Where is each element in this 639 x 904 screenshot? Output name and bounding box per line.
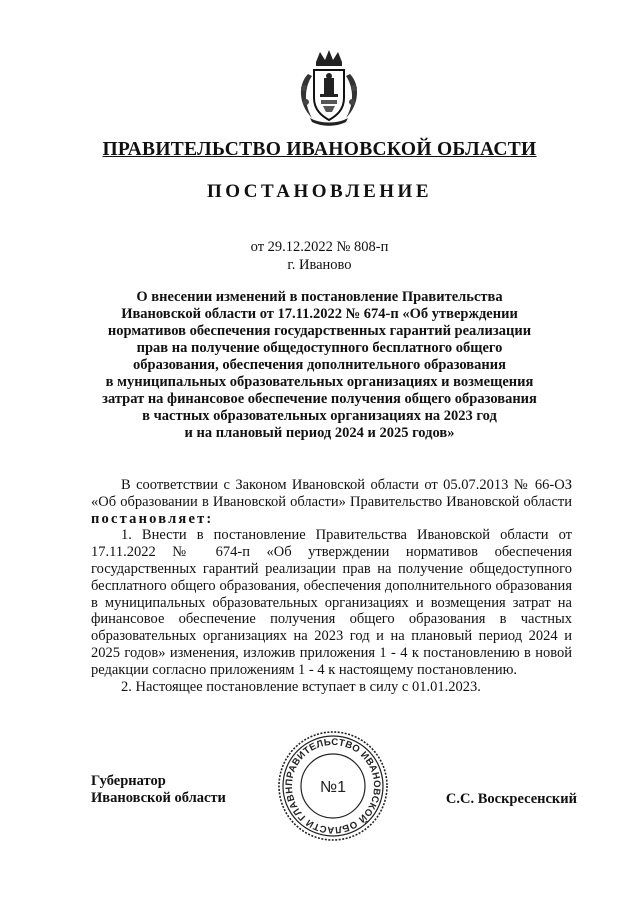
subject-line: нормативов обеспечения государственных гарантий реализации [107, 323, 532, 339]
official-stamp [277, 727, 389, 845]
resolves-word: постановляет: [91, 510, 214, 527]
subject-line: О внесении изменений в постановление Правительства [136, 289, 503, 305]
subject-line: Ивановской области от 17.11.2022 № 674-п «Об утверждении [121, 306, 518, 322]
stamp-ring-text: ПРАВИТЕЛЬСТВО ИВАНОВСКОЙ ОБЛАСТИ ГЛАВН [283, 736, 383, 836]
signer-title [91, 773, 226, 807]
subject-line: затрат на финансовое обеспечение получения общего образования [102, 391, 537, 407]
subject-line: в частных образовательных организациях на 2023 год [142, 408, 497, 424]
document-type-heading: ПОСТАНОВЛЕНИЕ [206, 181, 433, 202]
stamp-number: №1 [319, 779, 347, 796]
item-1-paragraph: 1. Внести в постановление Правительства Ивановской области от 17.11.2022 № 674-п «Об утверждении нормативов обеспечения государственных гарантий реализации прав на получение общедоступного бесплатного общего образования, обеспечения дополнительного образования в муниципальных образовательных организациях и возмещения затрат на финансовое обеспечение получения общего образования в частных образовательных организациях на 2023 год и на плановый период 2024 и 2025 годов» изменения, изложив приложения 1 - 4 к постановлению в новой редакции согласно приложениям 1 - 4 к настоящему постановлению. [91, 527, 572, 678]
government-title: ПРАВИТЕЛЬСТВО ИВАНОВСКОЙ ОБЛАСТИ [102, 139, 537, 160]
subject-line: и на плановый период 2024 и 2025 годов» [184, 425, 455, 441]
signer-name: С.С. Воскресенский [445, 791, 577, 807]
document-subject [60, 289, 579, 442]
signer-title-line-1: Губернатор [91, 773, 166, 789]
coat-of-arms-emblem [294, 48, 364, 128]
city: г. Иваново [287, 257, 352, 273]
signer-title-line-2: Ивановской области [91, 790, 226, 806]
preamble-paragraph [91, 477, 572, 527]
document-body [91, 477, 572, 695]
subject-line: в муниципальных образовательных организациях и возмещения [105, 374, 534, 390]
preamble-text: В соответствии с Законом Ивановской области от 05.07.2013 № 66-ОЗ «Об образовании в Ивановской области» Правительство Ивановской области [91, 477, 572, 510]
subject-line: образования, обеспечения дополнительного образования [133, 357, 506, 373]
item-2-paragraph: 2. Настоящее постановление вступает в силу с 01.01.2023. [121, 678, 481, 695]
subject-line: прав на получение общедоступного бесплатного общего [136, 340, 503, 356]
date-and-number: от 29.12.2022 № 808-п [250, 239, 389, 255]
